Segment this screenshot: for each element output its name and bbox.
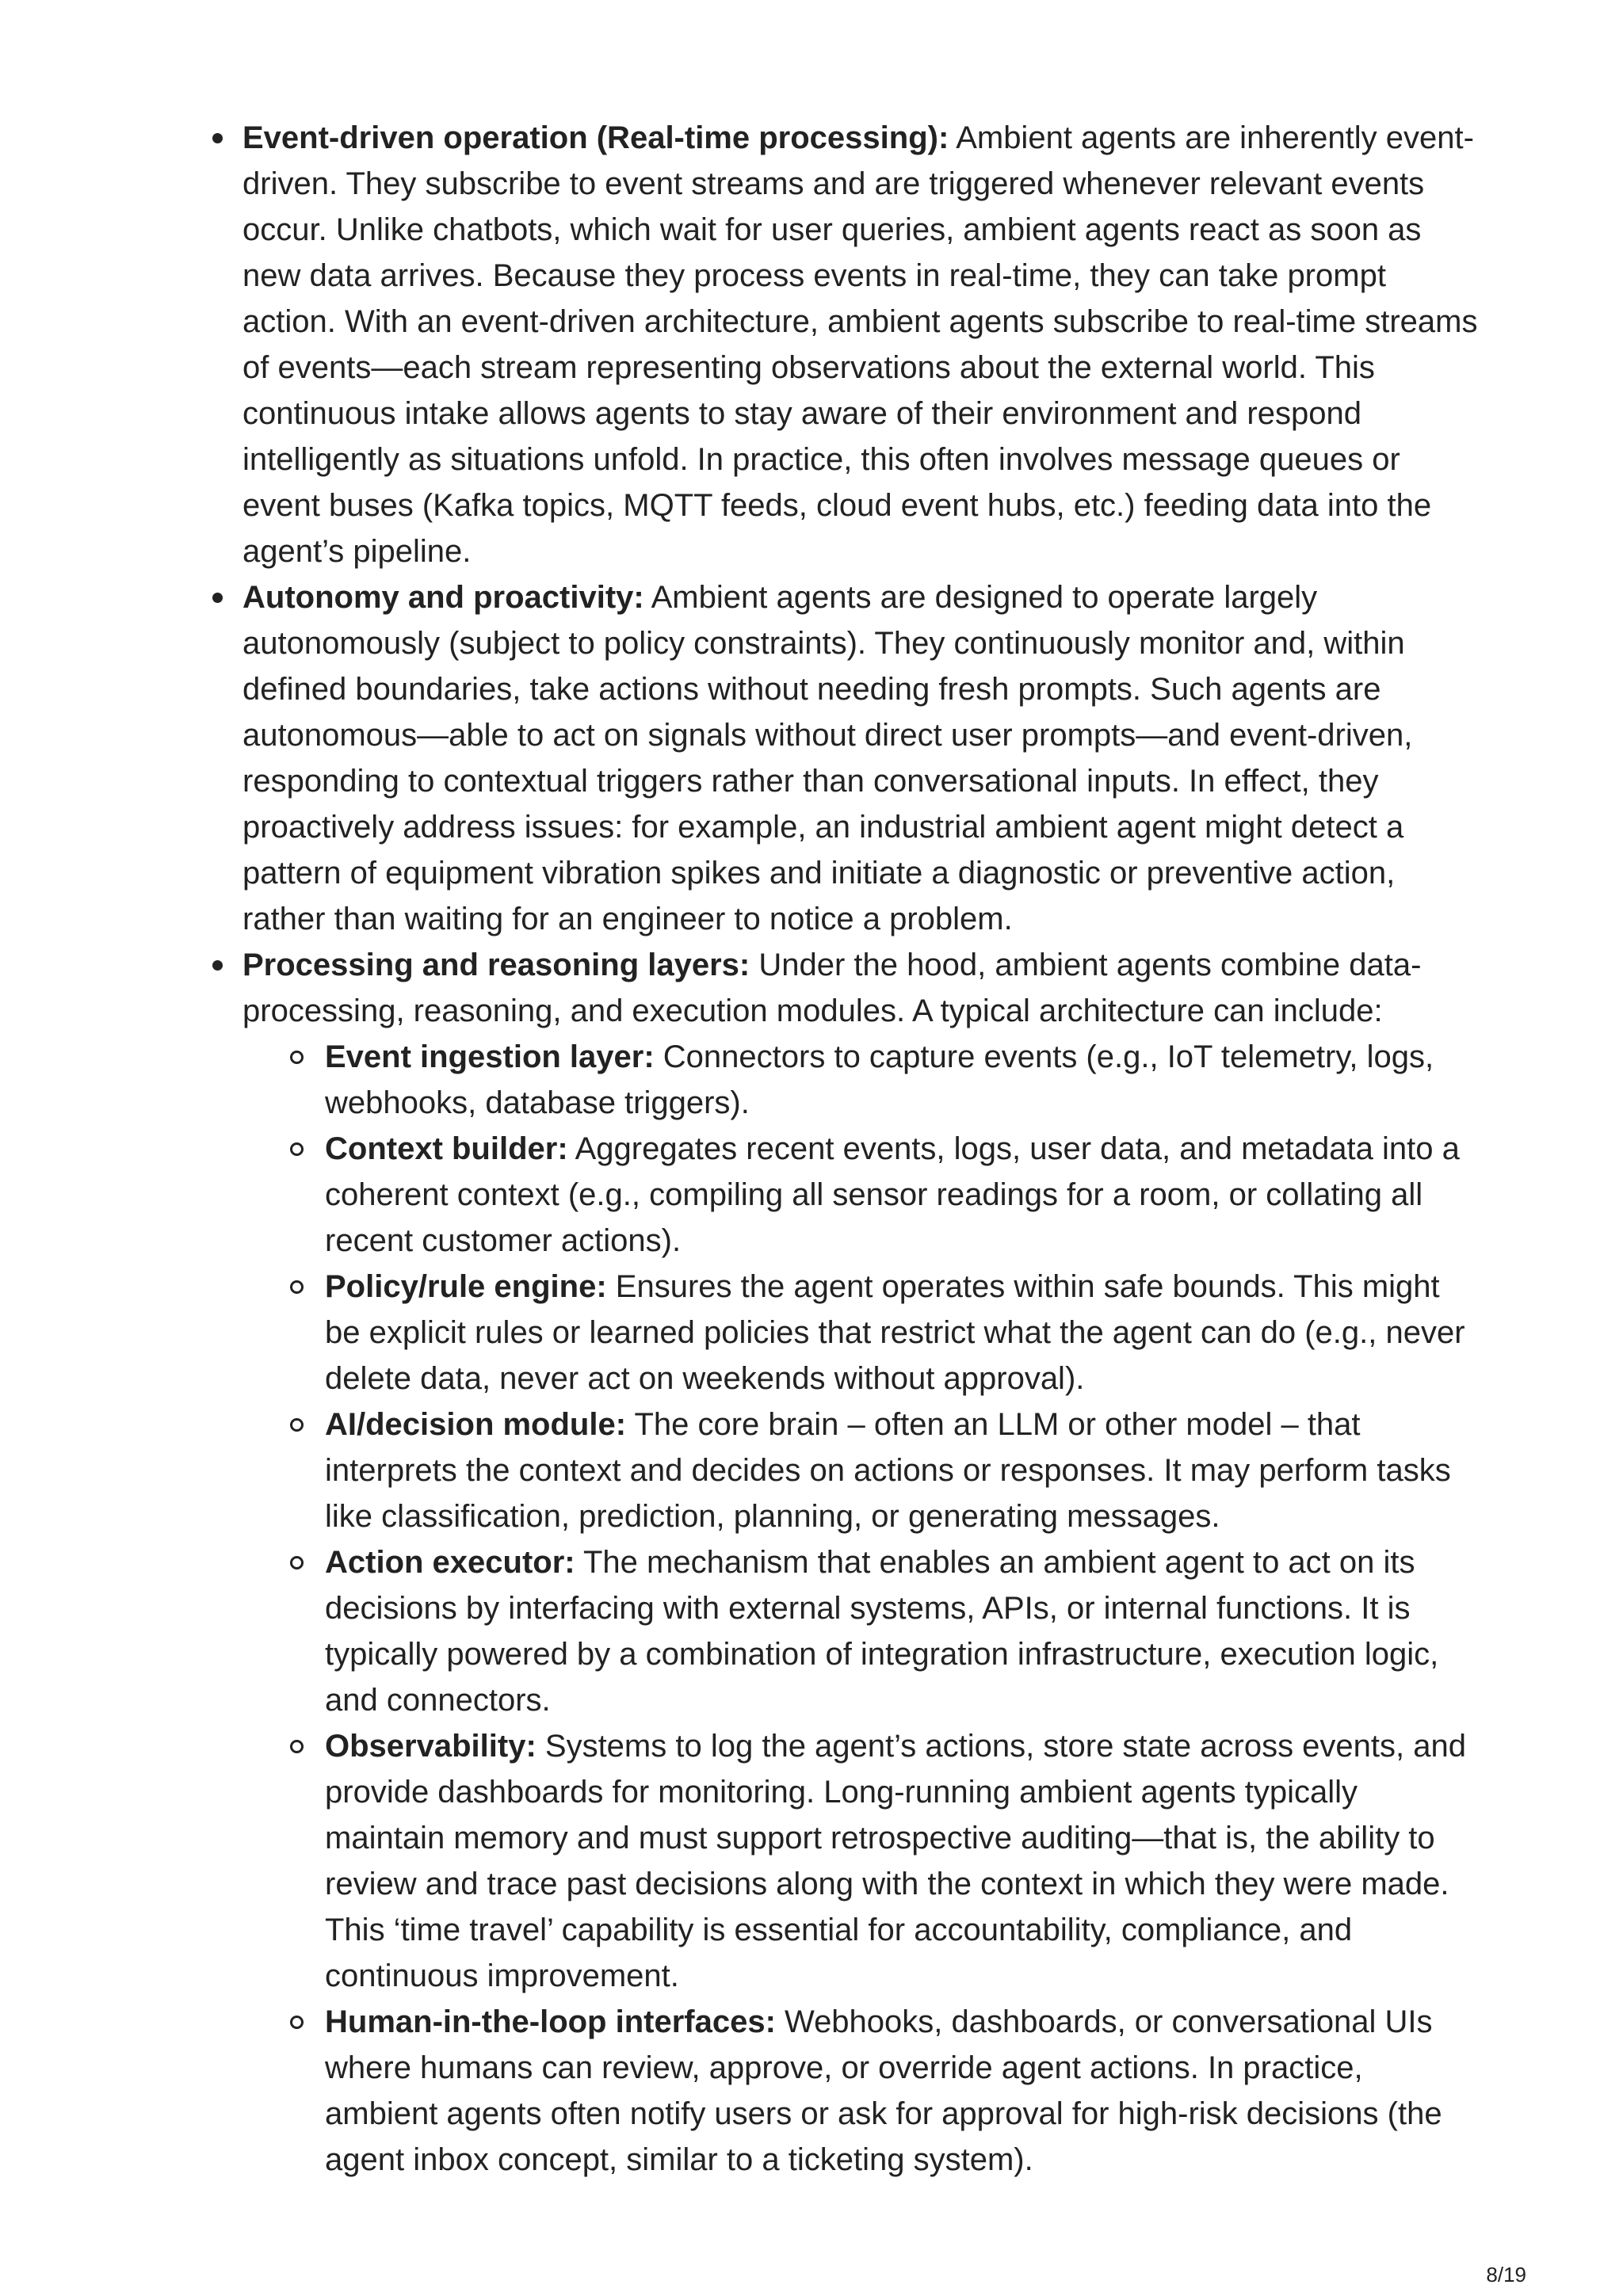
sub-item-heading: AI/decision module: xyxy=(325,1407,627,1442)
sub-item-action-executor xyxy=(325,1539,1479,1723)
bullet-circle-icon xyxy=(290,1418,304,1432)
sub-item-policy-rule-engine xyxy=(325,1264,1479,1402)
bullet-circle-icon xyxy=(290,2016,304,2029)
sub-item-body: The mechanism that enables an ambient agent to act on its decisions by interfacing with external systems, APIs, or internal functions. It is typically powered by a combination of integration infrastructure, execution logic, and connectors. xyxy=(325,1545,1439,1718)
sub-item-text xyxy=(325,1269,1465,1396)
bullet-circle-icon xyxy=(290,1556,304,1569)
sub-item-heading: Policy/rule engine: xyxy=(325,1269,607,1304)
sub-item-heading: Action executor: xyxy=(325,1545,575,1580)
sub-item-text xyxy=(325,1545,1438,1718)
list-item-autonomy-proactivity xyxy=(242,574,1479,942)
sub-item-body: Systems to log the agent’s actions, store state across events, and provide dashboards for monitoring. Long-running ambient agents typically maintain memory and must support retrospective auditing—that is, the ability to review and trace past decisions along with the context in which they were made. This ‘time travel’ capability is essential for accountability, compliance, and continuous improvement. xyxy=(325,1729,1466,1993)
sub-item-text xyxy=(325,1131,1460,1258)
sub-item-human-in-the-loop xyxy=(325,1999,1479,2183)
bullet-circle-icon xyxy=(290,1051,304,1064)
sub-item-body: The core brain – often an LLM or other model – that interprets the context and decides on actions or responses. It may perform tasks like classification, prediction, planning, or generating messages. xyxy=(325,1407,1451,1534)
sub-item-text xyxy=(325,1729,1466,1993)
list-item-processing-reasoning-layers xyxy=(242,942,1479,2183)
list-item-heading: Processing and reasoning layers: xyxy=(242,948,750,982)
sub-item-body: Connectors to capture events (e.g., IoT telemetry, logs, webhooks, database triggers). xyxy=(325,1039,1434,1120)
sub-item-heading: Context builder: xyxy=(325,1131,568,1166)
page-number: 8/19 xyxy=(1486,2263,1526,2286)
sub-item-heading: Observability: xyxy=(325,1729,537,1764)
sub-item-text xyxy=(325,1407,1451,1534)
sub-item-ai-decision-module xyxy=(325,1402,1479,1539)
sub-item-body: Webhooks, dashboards, or conversational UIs where humans can review, approve, or override agent actions. In practice, ambient agents often notify users or ask for approval for high-risk decisions (the agent inbox concept, similar to a ticketing system). xyxy=(325,2004,1442,2177)
sub-item-event-ingestion-layer xyxy=(325,1034,1479,1126)
main-bullet-list xyxy=(242,115,1479,2183)
sub-item-heading: Event ingestion layer: xyxy=(325,1039,655,1074)
sub-item-text xyxy=(325,1039,1434,1120)
sub-bullet-list xyxy=(242,1034,1479,2183)
list-item-body: Under the hood, ambient agents combine data-processing, reasoning, and execution modules. A typical architecture can include: xyxy=(242,948,1422,1028)
list-item-text xyxy=(242,580,1412,936)
list-item-event-driven-operation xyxy=(242,115,1479,574)
bullet-circle-icon xyxy=(290,1740,304,1753)
list-item-text xyxy=(242,120,1477,569)
list-item-body: Ambient agents are designed to operate largely autonomously (subject to policy constraints). They continuously monitor and, within defined boundaries, take actions without needing fresh prompts. Such agents are autonomous—able to act on signals without direct user prompts—and event-driven, responding to contextual triggers rather than conversational inputs. In effect, they proactively address issues: for example, an industrial ambient agent might detect a pattern of equipment vibration spikes and initiate a diagnostic or preventive action, rather than waiting for an engineer to notice a problem. xyxy=(242,580,1413,936)
sub-item-body: Ensures the agent operates within safe bounds. This might be explicit rules or learned policies that restrict what the agent can do (e.g., never delete data, never act on weekends without approval). xyxy=(325,1269,1465,1396)
bullet-disc-icon xyxy=(212,960,223,971)
sub-item-text xyxy=(325,2004,1442,2177)
bullet-disc-icon xyxy=(212,133,223,143)
document-body xyxy=(242,115,1479,2183)
list-item-heading: Autonomy and proactivity: xyxy=(242,580,644,615)
sub-item-observability xyxy=(325,1723,1479,1999)
list-item-heading: Event-driven operation (Real-time processing): xyxy=(242,120,949,155)
bullet-circle-icon xyxy=(290,1280,304,1294)
list-item-body: Ambient agents are inherently event-driven. They subscribe to event streams and are triggered whenever relevant events occur. Unlike chatbots, which wait for user queries, ambient agents react as soon as new data arrives. Because they process events in real-time, they can take prompt action. With an event-driven architecture, ambient agents subscribe to real-time streams of events—each stream representing observations about the external world. This continuous intake allows agents to stay aware of their environment and respond intelligently as situations unfold. In practice, this often involves message queues or event buses (Kafka topics, MQTT feeds, cloud event hubs, etc.) feeding data into the agent’s pipeline. xyxy=(242,120,1478,569)
bullet-disc-icon xyxy=(212,593,223,603)
list-item-text xyxy=(242,948,1421,1028)
sub-item-heading: Human-in-the-loop interfaces: xyxy=(325,2004,776,2039)
bullet-circle-icon xyxy=(290,1142,304,1156)
sub-item-body: Aggregates recent events, logs, user data, and metadata into a coherent context (e.g., compiling all sensor readings for a room, or collating all recent customer actions). xyxy=(325,1131,1460,1258)
sub-item-context-builder xyxy=(325,1126,1479,1264)
